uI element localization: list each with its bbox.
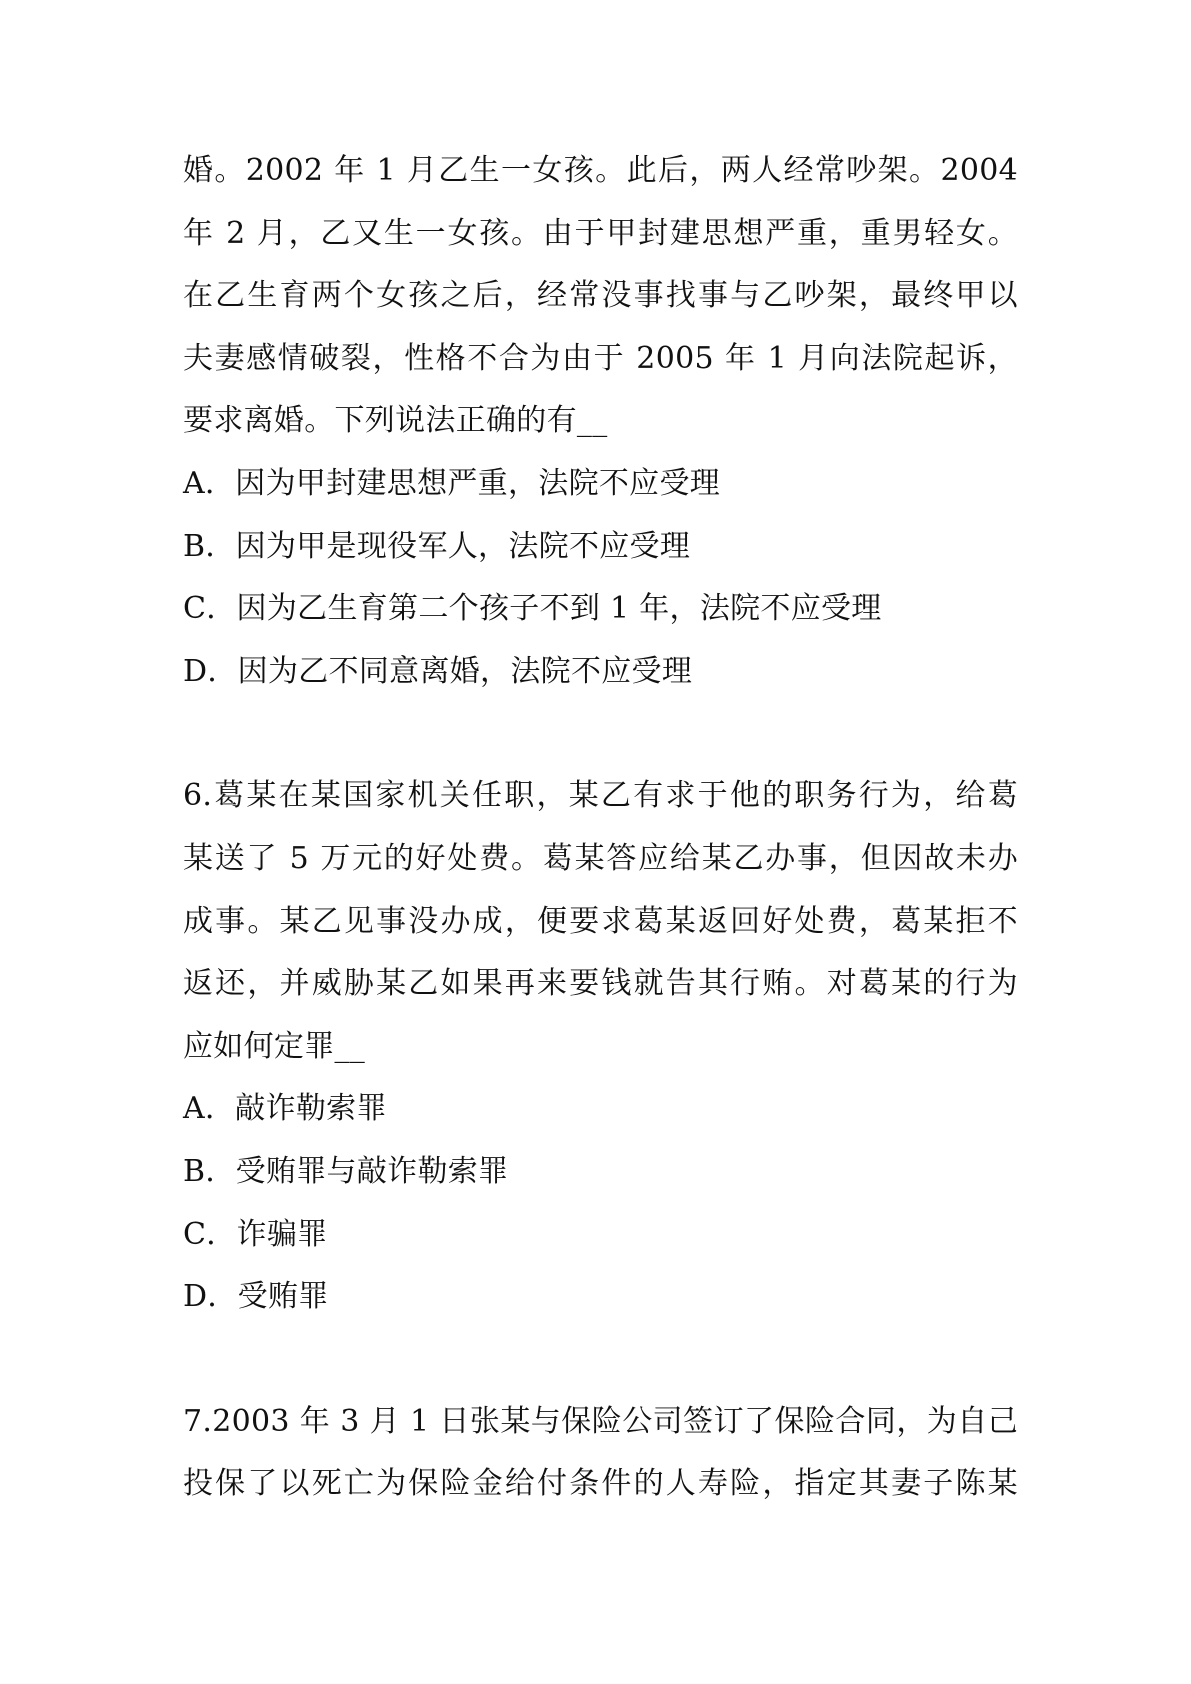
stem-line: 投保了以死亡为保险金给付条件的人寿险，指定其妻子陈某 (183, 1466, 1018, 1502)
stem-line: 夫妻感情破裂，性格不合为由于 2005 年 1 月向法院起诉， (183, 340, 1018, 376)
option-d: D．受贿罪 (183, 1279, 329, 1315)
question-6-stem (183, 765, 1018, 1078)
option-c: C．因为乙生育第二个孩子不到 1 年，法院不应受理 (183, 591, 882, 627)
stem-line: 成事。某乙见事没办成，便要求葛某返回好处费，葛某拒不 (183, 903, 1018, 939)
question-7-stem (183, 1391, 1018, 1516)
stem-line: 在乙生育两个女孩之后，经常没事找事与乙吵架，最终甲以 (183, 278, 1018, 314)
question-6 (183, 765, 1018, 1328)
option-b: B．受贿罪与敲诈勒索罪 (183, 1153, 509, 1189)
stem-line: 7.2003 年 3 月 1 日张某与保险公司签订了保险合同，为自己 (183, 1403, 1018, 1439)
option-c: C．诈骗罪 (183, 1216, 328, 1252)
question-5-options (183, 453, 1018, 703)
question-5 (183, 140, 1018, 703)
stem-line: 婚。2002 年 1 月乙生一女孩。此后，两人经常吵架。2004 (183, 153, 1018, 188)
question-6-options (183, 1078, 1018, 1328)
stem-line: 6.葛某在某国家机关任职，某乙有求于他的职务行为，给葛 (183, 778, 1018, 814)
document-body (183, 140, 1018, 1516)
option-a: A．因为甲封建思想严重，法院不应受理 (183, 465, 721, 501)
question-5-stem (183, 140, 1018, 453)
option-a: A．敲诈勒索罪 (183, 1091, 387, 1127)
option-d: D．因为乙不同意离婚，法院不应受理 (183, 653, 693, 689)
stem-line: 返还，并威胁某乙如果再来要钱就告其行贿。对葛某的行为 (183, 966, 1018, 1002)
option-b: B．因为甲是现役军人，法院不应受理 (183, 528, 691, 564)
paragraph-gap (183, 1329, 1018, 1391)
paragraph-gap (183, 703, 1018, 765)
stem-line: 某送了 5 万元的好处费。葛某答应给某乙办事，但因故未办 (183, 840, 1018, 876)
stem-line: 年 2 月，乙又生一女孩。由于甲封建思想严重，重男轻女。 (183, 215, 1018, 251)
stem-line: 要求离婚。下列说法正确的有__ (183, 403, 608, 439)
stem-line: 应如何定罪__ (183, 1028, 366, 1064)
question-7 (183, 1391, 1018, 1516)
